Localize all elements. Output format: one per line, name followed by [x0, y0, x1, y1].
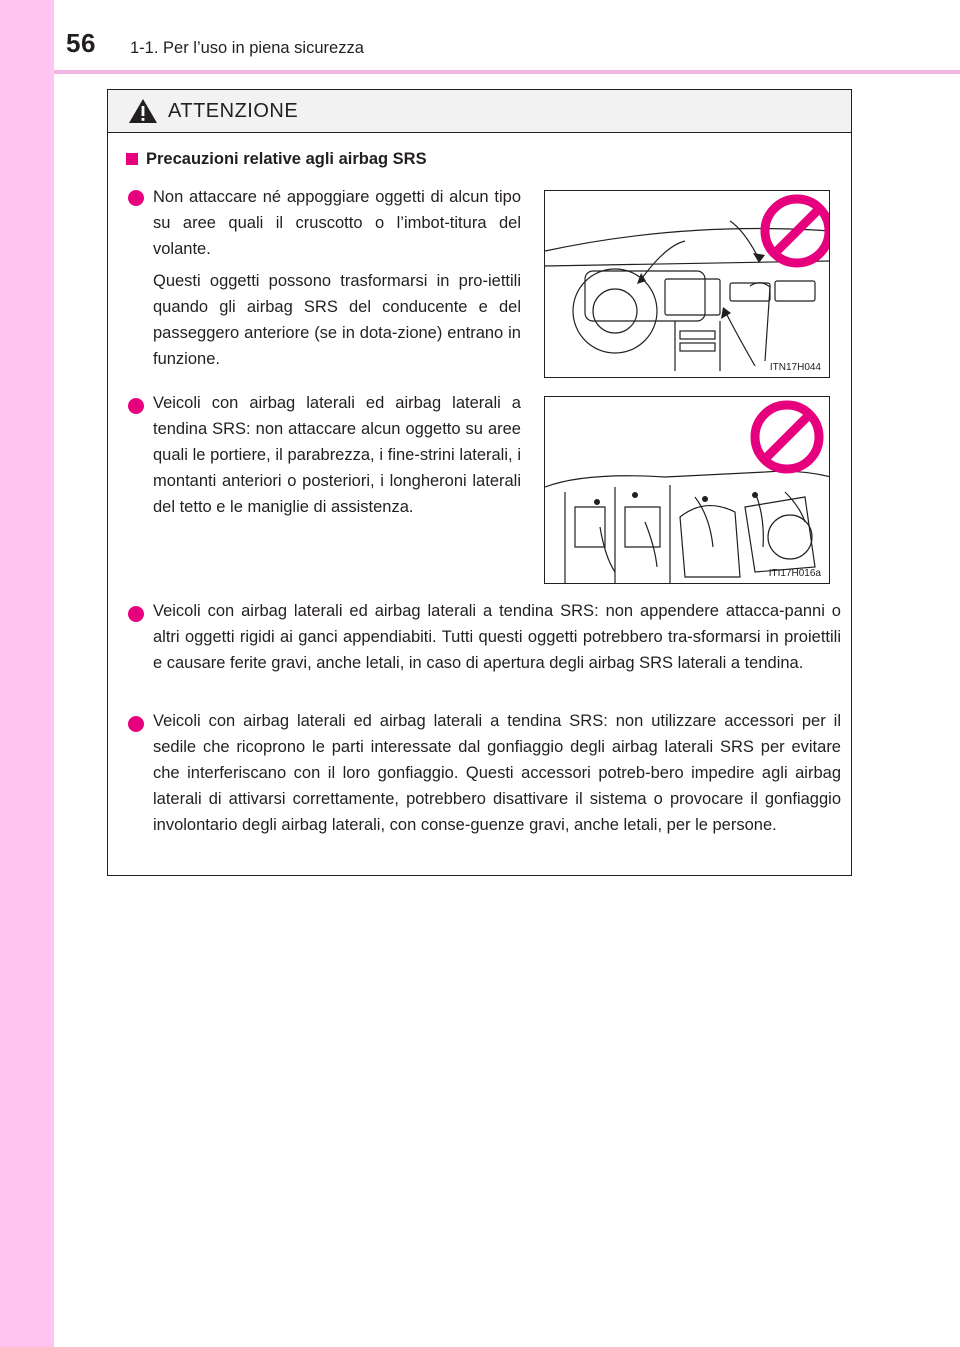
warning-header: [108, 90, 851, 133]
bullet-text-1: Non attaccare né appoggiare oggetti di alcun tipo su aree quali il cruscotto o l’imbot-titura del volante.: [153, 188, 521, 258]
warning-box: [107, 89, 852, 876]
bullet-dot-icon: [128, 190, 144, 206]
bullet-text-4: Veicoli con airbag laterali ed airbag laterali a tendina SRS: non utilizzare accessori per il sedile che ricoprono le parti interessate dal gonfiaggio degli airbag laterali SRS per evitare che interferiscano con il loro gonfiaggio. Questi accessori potreb-bero impedire agli airbag laterali di attivarsi correttamente, potrebbero disattivare il sistema o provocare il gonfiaggio involontario degli airbag laterali, con conse-guenze gravi, anche letali, per le persone.: [153, 712, 841, 834]
warning-triangle-icon: [128, 98, 158, 124]
side-band: [0, 0, 54, 1347]
prohibition-icon: [765, 199, 829, 263]
header-rule: [54, 70, 960, 74]
figure-code-2: ITI17H016a: [768, 568, 821, 579]
subheading-text: Precauzioni relative agli airbag SRS: [146, 150, 427, 168]
bullet-note-1: Questi oggetti possono trasformarsi in pro-iettili quando gli airbag SRS del conducente e del passeggero anteriore (se in dota-zione) entrano in funzione.: [153, 272, 521, 368]
square-bullet-icon: [126, 153, 138, 165]
section-title: 1-1. Per l’uso in piena sicurezza: [130, 39, 364, 57]
figure-side-interior: [544, 396, 830, 584]
subheading: [126, 150, 427, 169]
dashboard-illustration: [545, 191, 830, 378]
prohibition-icon: [755, 405, 819, 469]
page-number: 56: [66, 28, 96, 58]
bullet-dot-icon: [128, 398, 144, 414]
bullet-text-2: Veicoli con airbag laterali ed airbag laterali a tendina SRS: non attaccare alcun oggetto su aree quali le portiere, il parabrezza, i fine-strini laterali, i montanti anteriori o posteriori, i longheroni laterali del tetto e le maniglie di assistenza.: [153, 394, 521, 516]
bullet-dot-icon: [128, 716, 144, 732]
warning-title: ATTENZIONE: [168, 100, 299, 122]
figure-dashboard: [544, 190, 830, 378]
bullet-dot-icon: [128, 606, 144, 622]
side-interior-illustration: [545, 397, 830, 584]
figure-code-1: ITN17H044: [769, 362, 821, 373]
bullet-text-3: Veicoli con airbag laterali ed airbag laterali a tendina SRS: non appendere attacca-panni o altri oggetti rigidi ai ganci appendiabiti. Tutti questi oggetti potrebbero tra-sformarsi in proiettili e causare ferite gravi, anche letali, in caso di apertura degli airbag SRS laterali a tendina.: [153, 602, 841, 672]
